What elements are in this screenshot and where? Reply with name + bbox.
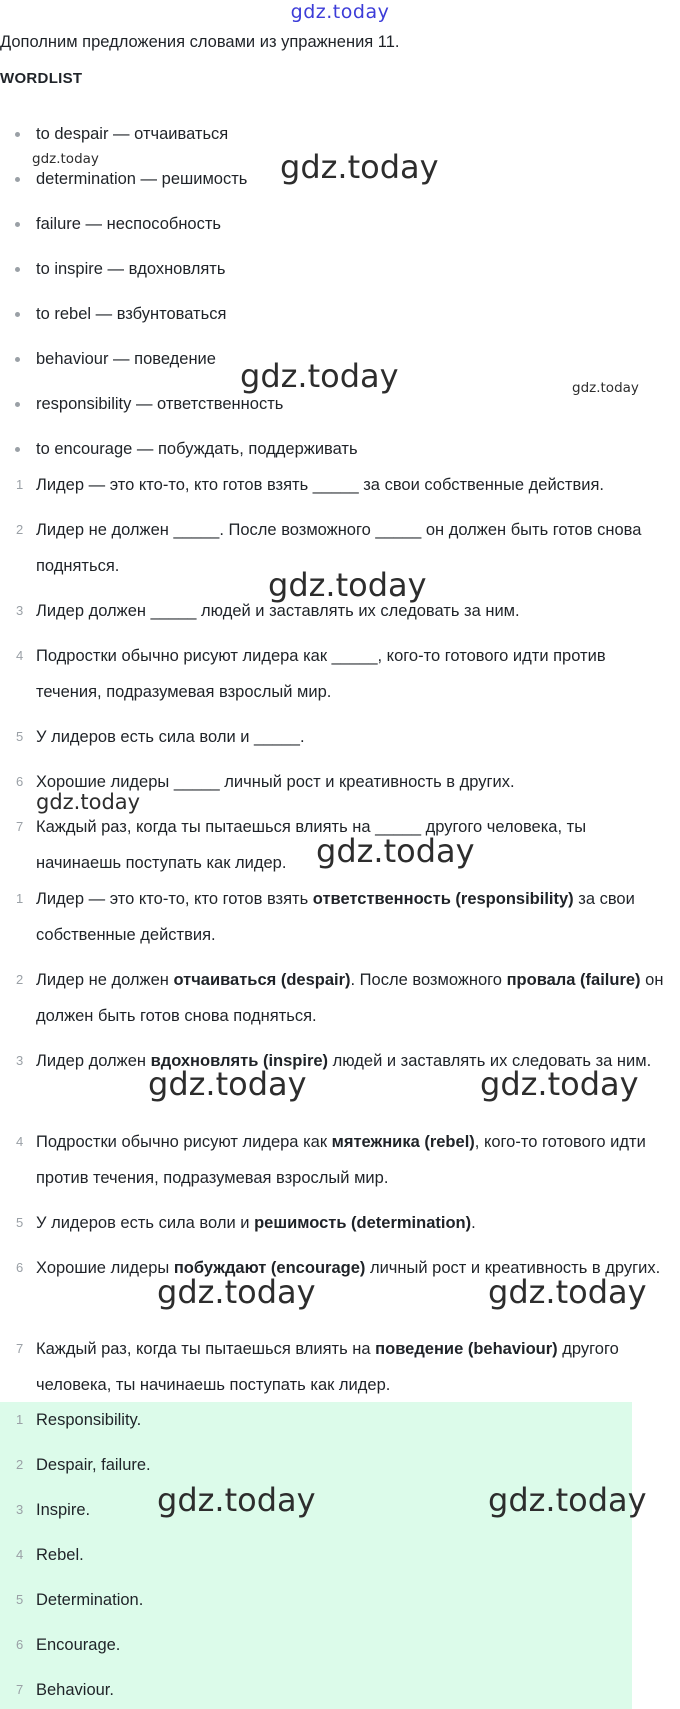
bullet-icon — [15, 267, 20, 272]
wordlist-item: determination — решимость — [36, 161, 672, 197]
bullet-icon — [15, 177, 20, 182]
watermark: gdz.today — [280, 148, 439, 186]
watermark: gdz.today — [157, 1273, 316, 1311]
answer-item: 3 Inspire. — [16, 1501, 91, 1519]
watermark: gdz.today — [480, 1065, 639, 1103]
wordlist-heading: WORDLIST — [0, 70, 83, 87]
watermark: gdz.today — [488, 1481, 647, 1519]
bullet-icon — [15, 312, 20, 317]
exercise-item: 3 Лидер должен _____ людей и заставлять их следовать за ним. — [16, 602, 520, 620]
wordlist-item: to rebel — взбунтоваться — [36, 296, 672, 332]
answer-item: 5 Determination. — [16, 1591, 144, 1609]
watermark: gdz.today — [268, 566, 427, 604]
translation-item: 4 Подростки обычно рисуют лидера как мятежника (rebel), кого-то готового идти против течения, подразумевая взрослый мир. — [16, 1133, 646, 1187]
bullet-icon — [15, 447, 20, 452]
exercise-item: 5 У лидеров есть сила воли и _____. — [16, 728, 305, 746]
exercise-item: 1 Лидер — это кто-то, кто готов взять _____ за свои собственные действия. — [16, 476, 604, 494]
answer-item: 2 Despair, failure. — [16, 1456, 151, 1474]
answer-item: 4 Rebel. — [16, 1546, 84, 1564]
wordlist-item: behaviour — поведение — [36, 341, 672, 377]
translation-item: 6 Хорошие лидеры побуждают (encourage) личный рост и креативность в других. — [16, 1259, 661, 1277]
watermark: gdz.today — [157, 1481, 316, 1519]
translation-item: 7 Каждый раз, когда ты пытаешься влиять на поведение (behaviour) другого человека, ты начинаешь поступать как лидер. — [16, 1340, 619, 1394]
wordlist-item: to encourage — побуждать, поддерживать — [36, 431, 672, 467]
wordlist-item: to inspire — вдохновлять — [36, 251, 672, 287]
answer-item: 6 Encourage. — [16, 1636, 121, 1654]
bullet-icon — [15, 132, 20, 137]
translation-item: 3 Лидер должен вдохновлять (inspire) людей и заставлять их следовать за ним. — [16, 1052, 652, 1070]
translation-item: 5 У лидеров есть сила воли и решимость (determination). — [16, 1214, 476, 1232]
translation-item: 2 Лидер не должен отчаиваться (despair). После возможного провала (failure) он должен быть готов снова подняться. — [16, 971, 664, 1025]
exercise-item: 7 Каждый раз, когда ты пытаешься влиять на _____ другого человека, ты начинаешь поступать как лидер. — [16, 818, 587, 872]
bullet-icon — [15, 402, 20, 407]
wordlist-item: responsibility — ответственность — [36, 386, 672, 422]
exercise-item: 4 Подростки обычно рисуют лидера как _____, кого-то готового идти против течения, подразумевая взрослый мир. — [16, 647, 606, 701]
watermark: gdz.today — [148, 1065, 307, 1103]
answer-item: 7 Behaviour. — [16, 1681, 114, 1699]
bullet-icon — [15, 222, 20, 227]
exercise-item: 2 Лидер не должен _____. После возможного _____ он должен быть готов снова подняться. — [16, 521, 642, 575]
watermark: gdz.today — [488, 1273, 647, 1311]
watermark: gdz.today — [316, 832, 475, 870]
wordlist-item: to despair — отчаиваться — [36, 116, 672, 152]
watermark: gdz.today — [36, 790, 141, 814]
translation-item: 1 Лидер — это кто-то, кто готов взять ответственность (responsibility) за свои собственные действия. — [16, 890, 635, 944]
exercise-item: 6 Хорошие лидеры _____ личный рост и креативность в других. — [16, 773, 515, 791]
bullet-icon — [15, 357, 20, 362]
intro-text: Дополним предложения словами из упражнения 11. — [0, 33, 400, 51]
answer-item: 1 Responsibility. — [16, 1411, 142, 1429]
watermark: gdz.today — [572, 380, 639, 396]
watermark: gdz.today — [32, 151, 99, 167]
site-logo[interactable]: gdz.today — [290, 1, 390, 23]
watermark: gdz.today — [240, 357, 399, 395]
wordlist-item: failure — неспособность — [36, 206, 672, 242]
